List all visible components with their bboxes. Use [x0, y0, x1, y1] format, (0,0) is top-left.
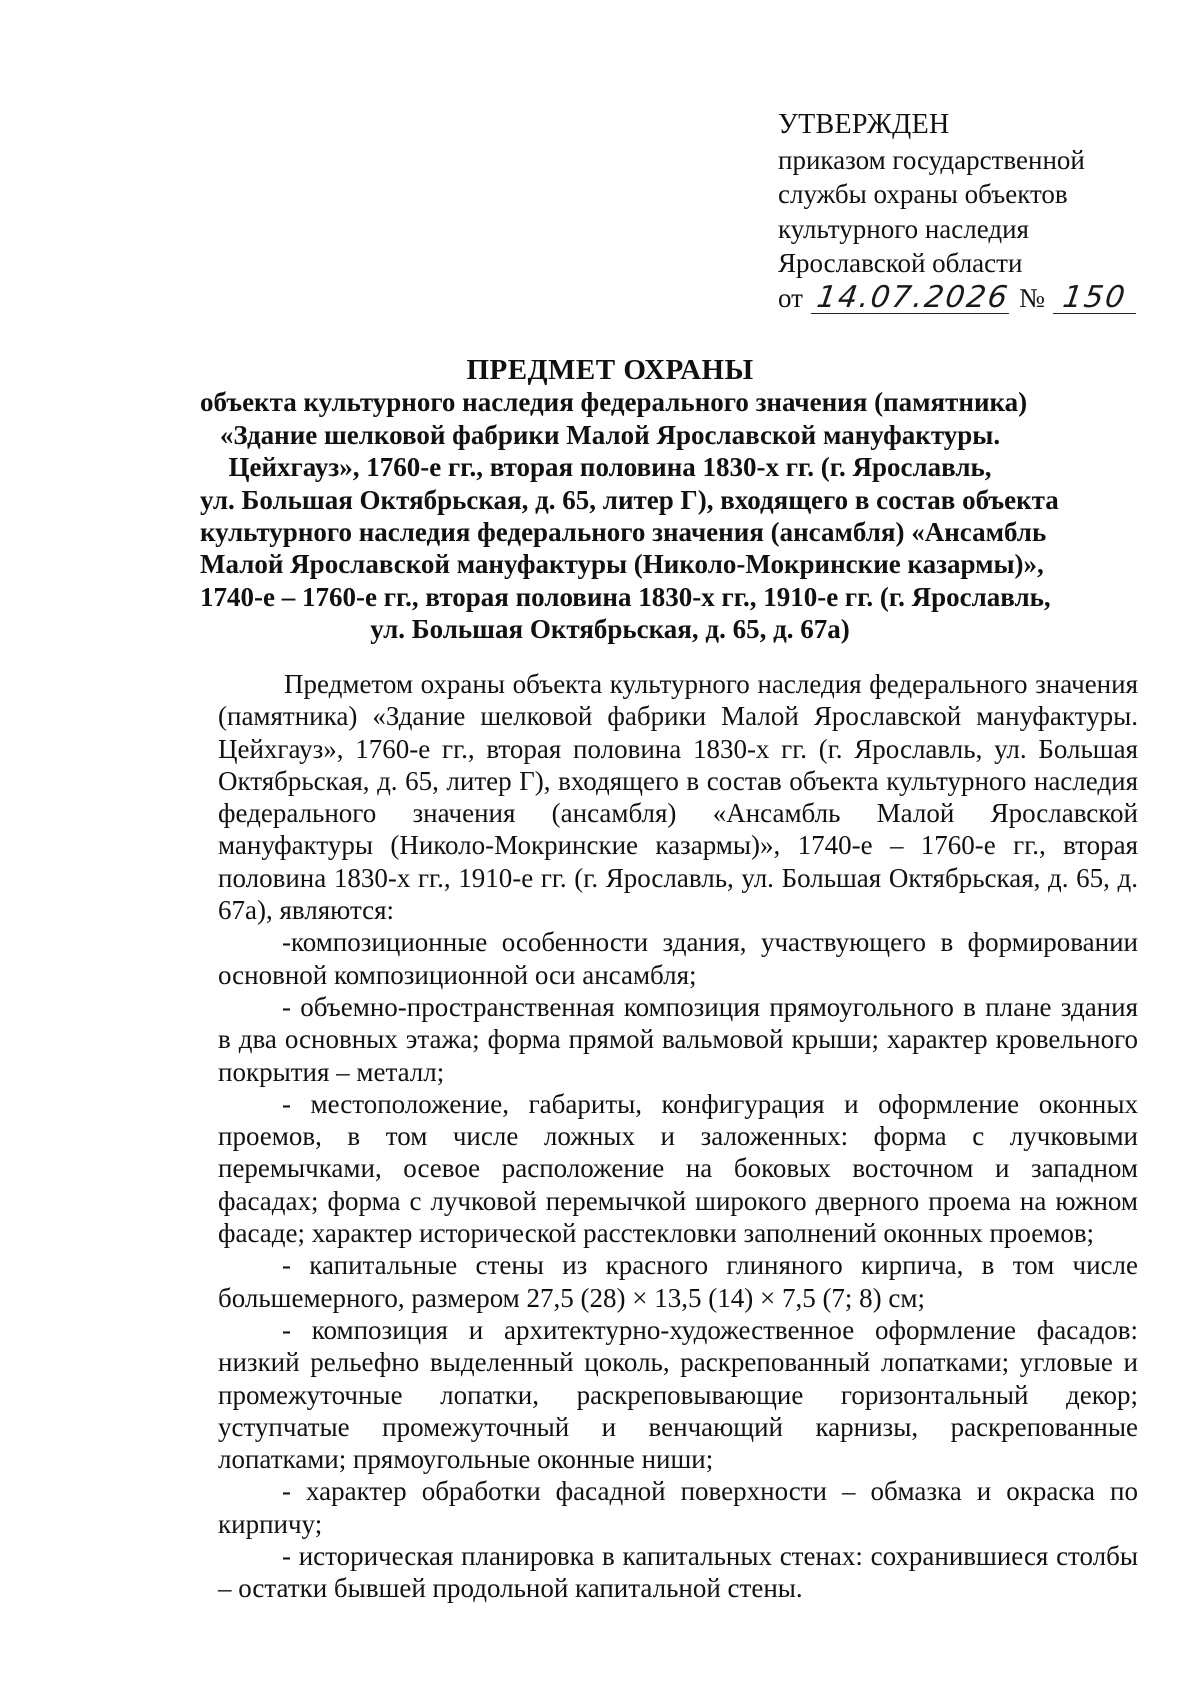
approval-title: УТВЕРЖДЕН: [778, 109, 950, 140]
title-line: Цейхгауз», 1760-е гг., вторая половина 1830-х гг. (г. Ярославль,: [228, 452, 992, 483]
number-sign: №: [1019, 282, 1045, 313]
approval-line: службы охраны объектов: [778, 179, 1068, 209]
title-line: 1740-е – 1760-е гг., вторая половина 1830-х гг., 1910-е гг. (г. Ярославль,: [200, 581, 1051, 612]
protection-item: -композиционные особенности здания, участвующего в формировании основной композиционной оси ансамбля;: [218, 927, 1138, 990]
title-line: ул. Большая Октябрьская, д. 65, д. 67а): [370, 614, 850, 645]
protection-item: - характер обработки фасадной поверхности – обмазка и окраска по кирпичу;: [218, 1476, 1138, 1539]
approval-line: культурного наследия: [778, 213, 1029, 244]
approval-line: Ярославской области: [778, 248, 1023, 278]
protection-item: - объемно-пространственная композиция прямоугольного в плане здания в два основных этажа; форма прямой вальмовой крыши; характер кровельного покрытия – металл;: [218, 991, 1138, 1087]
date-prefix: от: [778, 282, 803, 313]
document-title-block: [200, 354, 1059, 646]
document-body: [218, 668, 1138, 1605]
title-line: объекта культурного наследия федерального значения (памятника): [200, 387, 1028, 418]
document-heading: ПРЕДМЕТ ОХРАНЫ: [466, 354, 754, 386]
handwritten-date: 14.07.2026: [811, 283, 1014, 314]
handwritten-number: 150: [1053, 283, 1140, 314]
body-intro-paragraph: Предметом охраны объекта культурного наследия федерального значения (памятника) «Здание шелковой фабрики Малой Ярославской мануфактуры. Цейхгауз», 1760-е гг., вторая половина 1830-х гг. (г. Ярославль, ул. Большая Октябрьская, д. 65, литер Г), входящего в состав объекта культурного наследия федерального значения (ансамбля) «Ансамбль Малой Ярославской мануфактуры (Николо-Мокринские казармы)», 1740-е – 1760-е гг., вторая половина 1830-х гг., 1910-е гг. (г. Ярославль, ул. Большая Октябрьская, д. 65, д. 67а), являются:: [218, 669, 1138, 926]
approval-date-number-line: [778, 281, 1138, 316]
protection-item: - историческая планировка в капитальных стенах: сохранившиеся столбы – остатки бывшей продольной капитальной стены.: [218, 1541, 1138, 1604]
protection-item: - композиция и архитектурно-художественное оформление фасадов: низкий рельефно выделенный цоколь, раскрепованный лопатками; угловые и промежуточные лопатки, раскреповывающие горизонтальный декор; уступчатые промежуточный и венчающий карнизы, раскрепованные лопатками; прямоугольные оконные ниши;: [218, 1314, 1138, 1475]
title-line: ул. Большая Октябрьская, д. 65, литер Г), входящего в состав объекта: [200, 484, 1059, 515]
title-line: «Здание шелковой фабрики Малой Ярославской мануфактуры.: [219, 419, 1001, 450]
protection-item: - капитальные стены из красного глиняного кирпича, в том числе большемерного, размером 27,5 (28) × 13,5 (14) × 7,5 (7; 8) см;: [218, 1250, 1138, 1313]
protection-item: - местоположение, габариты, конфигурация и оформление оконных проемов, в том числе ложных и заложенных: форма с лучковыми перемычками, осевое расположение на боковых восточном и западном фасадах; форма с лучковой перемычкой широкого дверного проема на южном фасаде; характер исторической расстекловки заполнений оконных проемов;: [218, 1088, 1138, 1249]
title-line: культурного наследия федерального значения (ансамбля) «Ансамбль: [200, 517, 1047, 548]
approval-stamp-block: [778, 108, 1138, 315]
approval-line: приказом государственной: [778, 144, 1085, 175]
title-line: Малой Ярославской мануфактуры (Николо-Мокринские казармы)»,: [200, 549, 1044, 580]
